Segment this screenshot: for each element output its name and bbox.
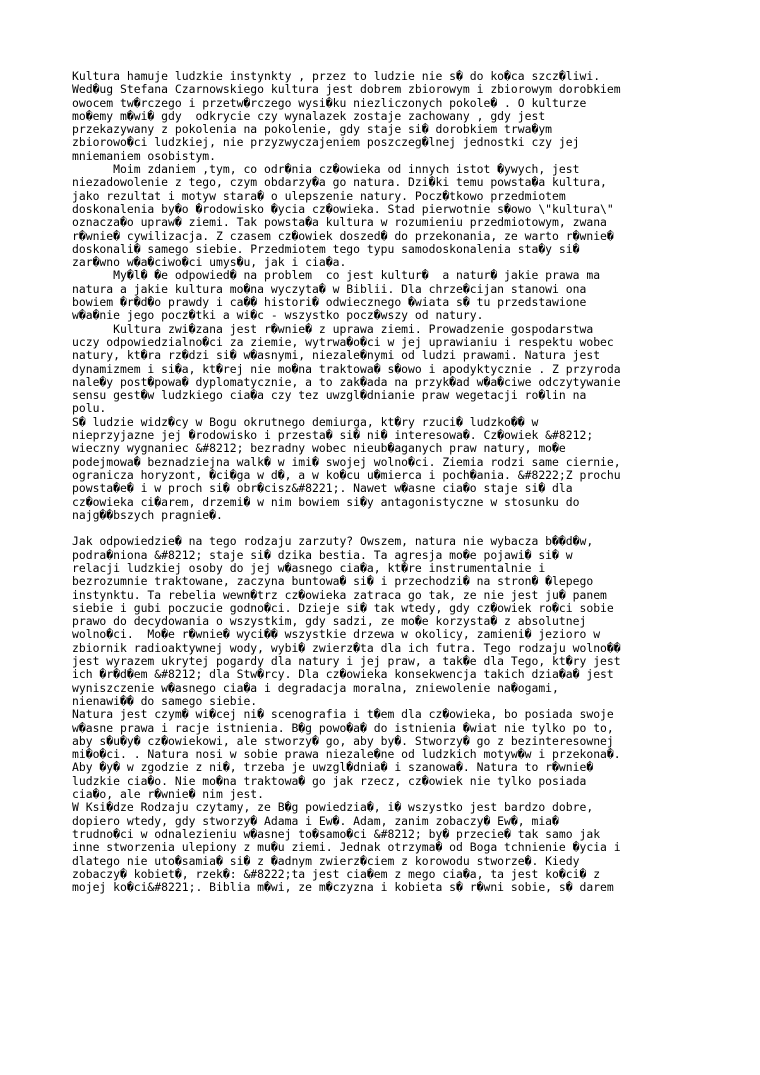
text-line: ogranicza horyzont, �ci�ga w d�, a w ko�cu u�mierca i poch�ania. &#8222;Z prochu [72, 467, 621, 482]
text-line: mojej ko�ci&#8221;. Biblia m�wi, ze m�czyzna i kobieta s� r�wni sobie, s� darem [72, 880, 614, 895]
text-line: niezadowolenie z tego, czym obdarzy�a go natura. Dzi�ki temu powsta�a kultura, [72, 175, 607, 190]
text-line: sensu gest�w ludzkiego cia�a czy tez uwzgl�dnianie praw wegetacji ro�lin na [72, 388, 587, 403]
text-line: instynktu. Ta rebelia wewn�trz cz�owieka zatraca go tak, ze nie jest ju� panem [72, 587, 607, 602]
text-line: uczy odpowiedzialno�ci za ziemie, wytrwa�o�ci w jej uprawianiu i respektu wobec [72, 334, 614, 349]
text-line: w�asne prawa i racje istnienia. B�g powo�a� do istnienia �wiat nie tylko po to, [72, 720, 614, 735]
text-line: zbiornik radioaktywnej wody, wybi� zwierz�ta dla ich futra. Tego rodzaju wolno�� [72, 640, 621, 655]
text-line: w�a�nie jego pocz�tki a wi�c - wszystko pocz�wszy od natury. [72, 308, 484, 323]
text-line: dlatego nie uto�samia� si� z �adnym zwierz�ciem z korowodu stworze�. Kiedy [72, 853, 580, 868]
text-line: ich �r�d�em &#8212; dla Stw�rcy. Dla cz�owieka konsekwencja takich dzia�a� jest [72, 667, 614, 682]
text-line: dopiero wtedy, gdy stworzy� Adama i Ew�. Adam, zanim zobaczy� Ew�, mia� [72, 813, 559, 828]
text-line: Kultura zwi�zana jest r�wnie� z uprawa ziemi. Prowadzenie gospodarstwa [72, 321, 594, 336]
text-line: cia�o, ale r�wnie� nim jest. [72, 787, 265, 802]
text-line: relacji ludzkiej osoby do jej w�asnego cia�a, kt�re instrumentalnie i [72, 560, 546, 575]
text-line: mniemaniem osobistym. [72, 148, 217, 163]
text-line: trudno�ci w odnalezieniu w�asnej to�samo�ci &#8212; by� przecie� tak samo jak [72, 826, 601, 841]
text-line: Moim zdaniem ,tym, co odr�nia cz�owieka od innych istot �ywych, jest [72, 162, 580, 177]
text-line [72, 522, 702, 535]
text-line: owocem tw�rczego i przetw�rczego wysi�ku niezliczonych pokole� . O kulturze [72, 95, 587, 110]
text-line: nienawi�� do samego siebie. [72, 693, 258, 708]
text-line: W Ksi�dze Rodzaju czytamy, ze B�g powiedzia�, i� wszystko jest bardzo dobre, [72, 800, 594, 815]
text-line: dynamizmem i si�a, kt�rej nie mo�na traktowa� s�owo i apodyktycznie . Z przyroda [72, 361, 621, 376]
text-line: bowiem �r�d�o prawdy i ca�� histori� odwiecznego �wiata s� tu przedstawione [72, 295, 587, 310]
text-line: zobaczy� kobiet�, rzek�: &#8222;ta jest cia�em z mego cia�a, ta jest ko�ci� z [72, 866, 601, 881]
text-line: prawo do decydowania o wszystkim, gdy sadzi, ze mo�e korzysta� z absolutnej [72, 614, 587, 629]
text-line: Kultura hamuje ludzkie instynkty , przez to ludzie nie s� do ko�ca szcz�liwi. [72, 69, 601, 83]
text-line: najg��bszych pragnie�. [72, 507, 223, 522]
text-line: Aby �y� w zgodzie z ni�, trzeba je uwzgl�dnia� i szanowa�. Natura to r�wnie� [72, 760, 594, 775]
text-line: mo�emy m�wi� gdy odkrycie czy wynalazek zostaje zachowany , gdy jest [72, 108, 546, 123]
text-line: podra�niona &#8212; staje si� dzika bestia. Ta agresja mo�e pojawi� si� w [72, 547, 573, 562]
text-line: Jak odpowiedzie� na tego rodzaju zarzuty? Owszem, natura nie wybacza b��d�w, [72, 534, 594, 549]
text-line: siebie i gubi poczucie godno�ci. Dzieje si� tak wtedy, gdy cz�owiek ro�ci sobie [72, 600, 614, 615]
text-line: oznacza�o upraw� ziemi. Tak powsta�a kultura w rozumieniu przedmiotowym, zwana [72, 215, 607, 230]
text-line: natury, kt�ra rz�dzi si� w�asnymi, niezale�nymi od ludzi prawami. Natura jest [72, 348, 601, 363]
text-line: nale�y post�powa� dyplomatycznie, a to zak�ada na przyk�ad w�a�ciwe odczytywanie [72, 374, 621, 389]
text-line: bezrozumnie traktowane, zaczyna buntowa� si� i przechodzi� na stron� �lepego [72, 574, 594, 589]
text-line: doskonali� samego siebie. Przedmiotem tego typu samodoskonalenia sta�y si� [72, 241, 580, 256]
text-line: wieczny wygnaniec &#8212; bezradny wobec nieub�aganych praw natury, mo�e [72, 441, 566, 456]
text-line: mi�o�ci. . Natura nosi w sobie prawa niezale�ne od ludzkich motyw�w i przekona�. [72, 747, 621, 762]
text-line: Natura jest czym� wi�cej ni� scenografia i t�em dla cz�owieka, bo posiada swoje [72, 707, 614, 722]
text-line: ludzkie cia�o. Nie mo�na traktowa� go jak rzecz, cz�owiek nie tylko posiada [72, 773, 587, 788]
text-line: jest wyrazem ukrytej pogardy dla natury i jej praw, a tak�e dla Tego, kt�ry jest [72, 654, 621, 669]
text-line: podejmowa� beznadziejna walk� w imi� swojej wolno�ci. Ziemia rodzi same ciernie, [72, 454, 621, 469]
text-line: aby s�u�y� cz�owiekowi, ale stworzy� go, aby by�. Stworzy� go z bezinteresownej [72, 733, 614, 748]
text-line: przekazywany z pokolenia na pokolenie, gdy staje si� dorobkiem trwa�ym [72, 122, 553, 137]
text-line: jako rezultat i motyw stara� o ulepszenie natury. Pocz�tkowo przedmiotem [72, 188, 566, 203]
text-line: cz�owieka ci�arem, drzemi� w nim bowiem si�y antagonistyczne w stosunku do [72, 494, 580, 509]
text-line: inne stworzenia ulepiony z mu�u ziemi. Jednak otrzyma� od Boga tchnienie �ycia i [72, 840, 621, 855]
text-line: Wed�ug Stefana Czarnowskiego kultura jest dobrem zbiorowym i zbiorowym dorobkiem [72, 82, 621, 97]
text-line: wyniszczenie w�asnego cia�a i degradacja moralna, zniewolenie na�ogami, [72, 680, 559, 695]
text-line: S� ludzie widz�cy w Bogu okrutnego demiurga, kt�ry rzuci� ludzko�� w [72, 414, 539, 429]
text-line: powsta�e� i w proch si� obr�cisz&#8221;. Nawet w�asne cia�o staje si� dla [72, 481, 573, 496]
text-line: zbiorowo�ci ludzkiej, nie przyzwyczajeniem poszczeg�lnej jednostki czy jej [72, 135, 580, 150]
text-line: My�l� �e odpowied� na problem co jest kultur� a natur� jakie prawa ma [72, 268, 601, 283]
text-line: wolno�ci. Mo�e r�wnie� wyci�� wszystkie drzewa w okolicy, zamieni� jezioro w [72, 627, 601, 642]
text-line: natura a jakie kultura mo�na wyczyta� w Biblii. Dla chrze�cijan stanowi ona [72, 281, 587, 296]
text-line: nieprzyjazne jej �rodowisko i przesta� si� ni� interesowa�. Cz�owiek &#8212; [72, 428, 594, 443]
text-line: doskonalenia by�o �rodowisko �ycia cz�owieka. Stad pierwotnie s�owo \"kultura\" [72, 201, 614, 216]
text-line: zar�wno w�a�ciwo�ci umys�u, jak i cia�a. [72, 255, 347, 270]
text-line: polu. [72, 401, 107, 416]
text-line: r�wnie� cywilizacja. Z czasem cz�owiek doszed� do przekonania, ze warto r�wnie� [72, 228, 614, 243]
document-page [72, 70, 702, 894]
